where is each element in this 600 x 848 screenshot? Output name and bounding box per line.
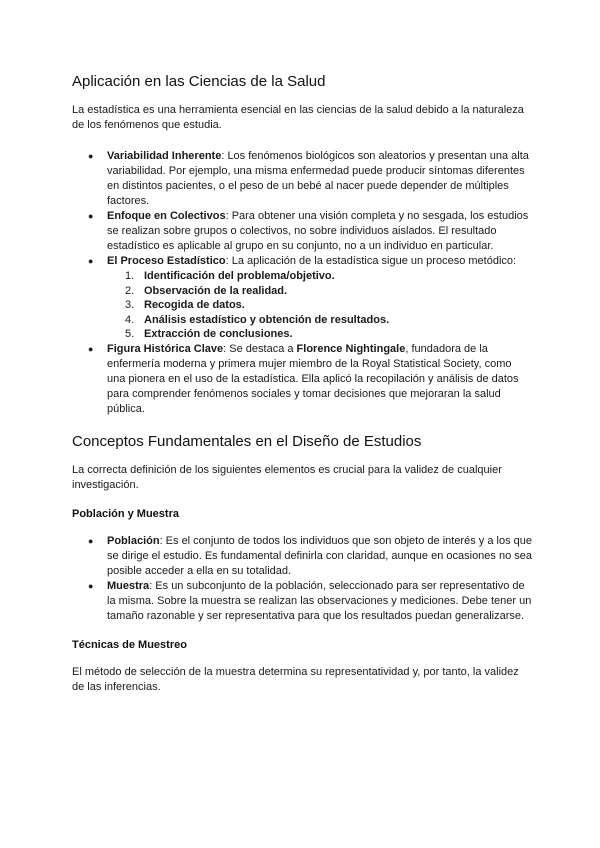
bullet-icon: ●: [88, 211, 94, 221]
step-label: Recogida de datos.: [144, 299, 245, 311]
list-item: [72, 254, 532, 342]
bullet-icon: ●: [88, 151, 94, 161]
process-steps-list: [107, 269, 532, 342]
list-item-term: El Proceso Estadístico: [107, 255, 226, 267]
list-item-text: : La aplicación de la estadística sigue un proceso metódico:: [225, 255, 517, 267]
list-item: [72, 579, 532, 624]
step-label: Observación de la realidad.: [144, 284, 288, 297]
list-item-text: , fundadora de la enfermería moderna y primera mujer miembro de la Royal Statistical Society, como una pionera en el uso de la estadística. Ella aplicó la recopilación y análisis de datos para comprender fenómenos sociales y tomar decisiones que mejoraran la salud pública.: [107, 342, 519, 415]
step-label: Análisis estadístico y obtención de resultados.: [144, 313, 390, 326]
list-item: [72, 342, 532, 417]
step-number: 2.: [125, 284, 135, 297]
document-page: [72, 70, 532, 695]
section-intro-conceptos: La correcta definición de los siguientes elementos es crucial para la validez de cualquier investigación.: [72, 463, 502, 491]
list-item-text: : Para obtener una visión completa y no sesgada, los estudios se realizan sobre grupos o colectivos, no sobre individuos aislados. El resultado estadístico es aplicable al grupo en su conjunto, no a un individuo en particular.: [107, 210, 529, 252]
process-step: [107, 313, 532, 328]
list-item-text: : Se destaca a: [223, 342, 297, 355]
bullet-icon: ●: [88, 256, 94, 266]
subsection-title-poblacion: Población y Muestra: [72, 507, 179, 520]
process-step: [107, 298, 532, 313]
step-label: Identificación del problema/objetivo.: [144, 270, 335, 282]
bullet-icon: ●: [88, 343, 94, 354]
bullet-icon: ●: [88, 535, 94, 546]
list-item-text: : Los fenómenos biológicos son aleatorios y presentan una alta variabilidad. Por ejemplo, una misma enfermedad puede producir síntomas diferentes en distintos pacientes, o el peso de un bebé al nacer puede depender de múltiples factores.: [107, 150, 529, 207]
step-number: 5.: [125, 328, 135, 340]
step-number: 4.: [125, 313, 135, 326]
list-item: [72, 149, 532, 209]
section-title-conceptos: Conceptos Fundamentales en el Diseño de Estudios: [72, 432, 422, 450]
process-step: [107, 327, 532, 342]
bullet-list-aplicacion: [72, 149, 532, 417]
step-number: 3.: [125, 299, 135, 311]
process-step: [107, 284, 532, 299]
bullet-list-poblacion: [72, 534, 532, 624]
list-item: [72, 209, 532, 254]
list-item-term: Población: [107, 534, 160, 547]
step-label: Extracción de conclusiones.: [144, 328, 293, 340]
list-item-highlight: Florence Nightingale: [296, 342, 406, 355]
list-item-text: : Es el conjunto de todos los individuos que son objeto de interés y a los que se dirige el estudio. Es fundamental definirla con claridad, aunque en ocasiones no sea posible acceder a ella en su totalidad.: [107, 534, 532, 577]
list-item-term: Muestra: [107, 579, 150, 592]
process-step: [107, 269, 532, 284]
list-item-term: Figura Histórica Clave: [107, 342, 224, 355]
list-item-term: Enfoque en Colectivos: [107, 210, 226, 222]
section-title-aplicacion: Aplicación en las Ciencias de la Salud: [72, 73, 326, 90]
subsection-title-muestreo: Técnicas de Muestreo: [72, 638, 187, 651]
bullet-icon: ●: [88, 580, 94, 591]
step-number: 1.: [125, 270, 135, 282]
list-item-term: Variabilidad Inherente: [107, 150, 222, 162]
list-item: [72, 534, 532, 579]
subsection-text-muestreo: El método de selección de la muestra determina su representatividad y, por tanto, la validez de las inferencias.: [72, 665, 519, 693]
list-item-text: : Es un subconjunto de la población, seleccionado para ser representativo de la misma. Sobre la muestra se realizan las observaciones y mediciones. Debe tener un tamaño razonable y ser representativa para que los resultados puedan generalizarse.: [107, 579, 532, 622]
section-intro-aplicacion: La estadística es una herramienta esencial en las ciencias de la salud debido a la naturaleza de los fenómenos que estudia.: [72, 104, 524, 131]
